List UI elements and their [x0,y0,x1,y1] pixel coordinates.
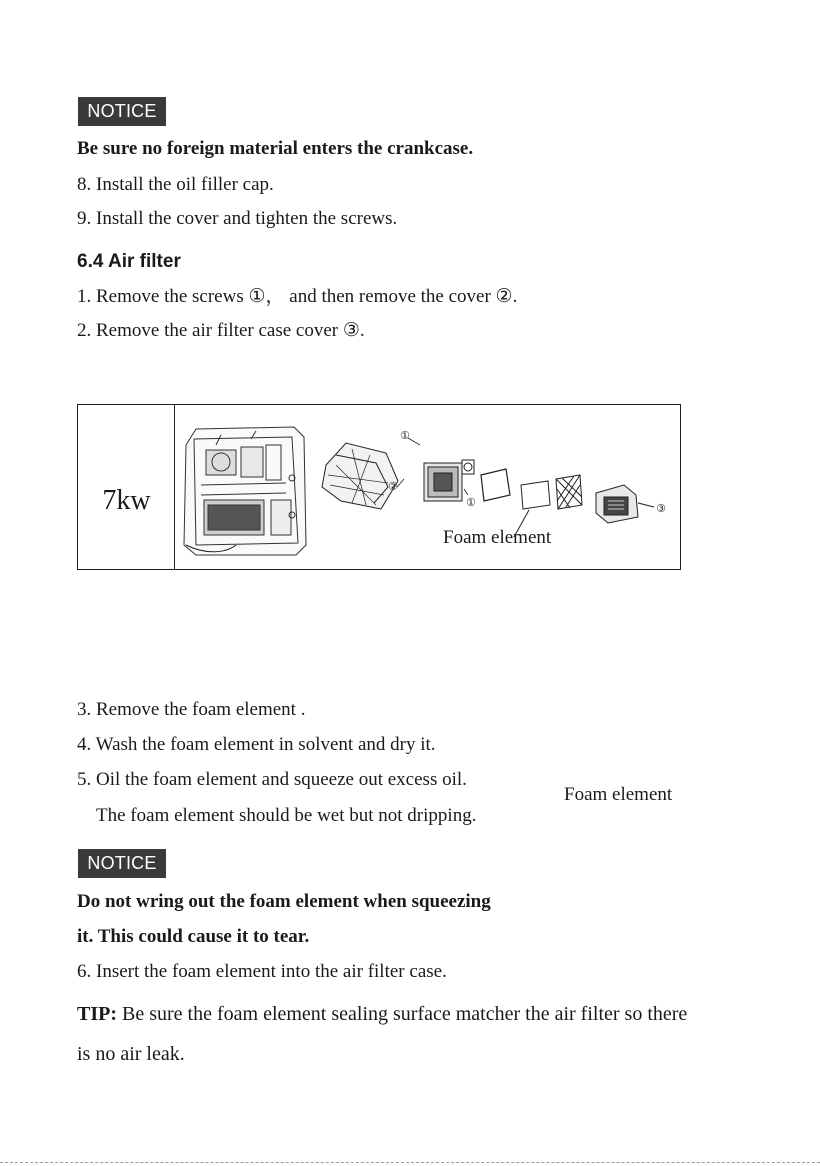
step-5: 5. Oil the foam element and squeeze out excess oil. [77,769,467,790]
filter-plate-drawing [481,469,510,501]
model-label: 7kw [102,485,151,516]
notice-text: Be sure no foreign material enters the crankcase. [77,138,474,159]
step-2: 2. Remove the air filter case cover ③. [77,320,365,341]
tip-label: TIP: [77,1003,117,1025]
notice-badge: NOTICE [78,97,166,126]
mesh-screen-drawing [556,475,582,509]
step-5-note: The foam element should be wet but not dripping. [96,805,477,826]
step-3: 3. Remove the foam element . [77,699,306,720]
callout-3: ③ [656,503,666,515]
exploded-view-illustration [176,405,681,569]
step-1: 1. Remove the screws ①， and then remove the cover ②. [77,286,518,307]
air-filter-figure [77,404,681,570]
callout-2: ② [388,481,398,493]
cover-drawing [322,443,398,509]
figure-label-cell [78,405,175,569]
step-4: 4. Wash the foam element in solvent and dry it. [77,734,436,755]
callout-1-bottom: ① [466,497,476,509]
page-bottom-rule [0,1162,820,1163]
section-heading: 6.4 Air filter [77,251,181,272]
figure-foam-caption: Foam element [443,527,552,548]
notice-badge-2: NOTICE [78,849,166,878]
notice-2-line-2: it. This could cause it to tear. [77,926,310,947]
generator-housing-drawing [184,427,306,555]
case-cover-drawing [596,485,654,523]
foam-element-caption: Foam element [564,784,673,805]
tip-line-2: is no air leak. [77,1043,185,1065]
step-8: 8. Install the oil filler cap. [77,174,274,195]
tip-line-1 [77,1003,687,1025]
step-6: 6. Insert the foam element into the air filter case. [77,961,447,982]
filter-case-drawing [424,460,474,501]
notice-2-line-1: Do not wring out the foam element when squeezing [77,891,491,912]
callout-1-top: ① [400,430,410,442]
step-9: 9. Install the cover and tighten the screws. [77,208,398,229]
tip-text-1: Be sure the foam element sealing surface matcher the air filter so there [117,1003,688,1025]
